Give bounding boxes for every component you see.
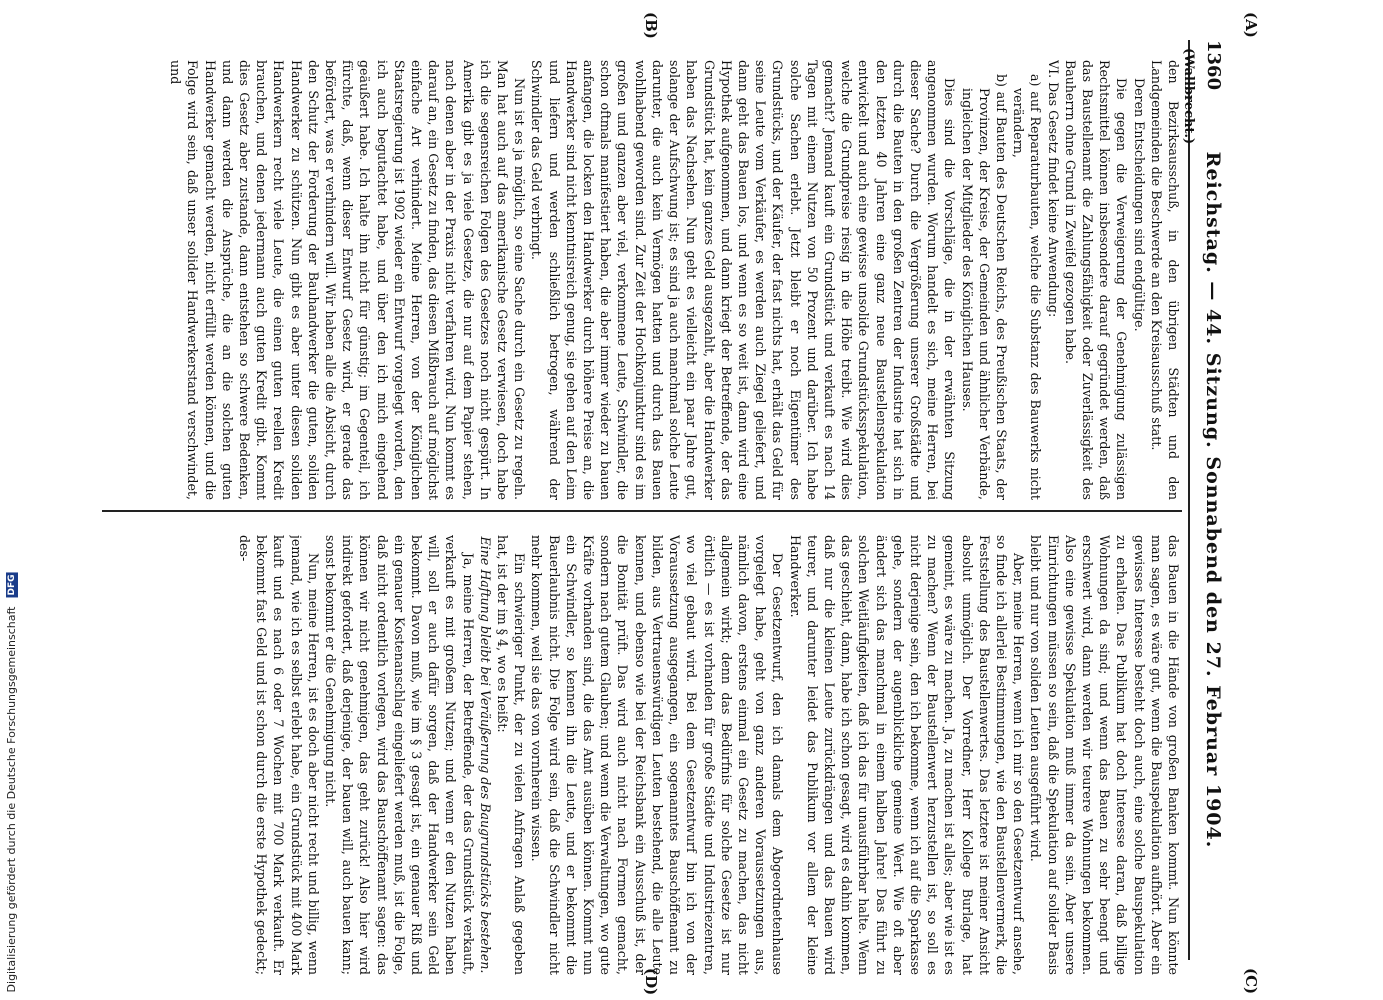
right-column [82,535,1182,975]
page-number: 1360 [1203,40,1224,91]
margin-letter-d: (D) [642,968,660,996]
paragraph: Ein schwieriger Punkt, der zu vielen Anfragen Anlaß gegeben hat, ist der im § 4, wo es heißt: [495,535,528,975]
paragraph: den Bezirksausschuß, in den übrigen Städten und den Landgemeinden die Beschwerde an den Kreisausschuß statt. [1148,60,1181,500]
margin-letter-a: (A) [1242,12,1260,38]
paragraph: Nun ist es ja möglich, so eine Sache durch ein Gesetz zu regeln. Man hat auch auf das amerikanische Gesetz verwiesen, doch habe ich die segensreichen Folgen des Gesetzes noch nicht gespürt. In Amerika gibt es ja viele Gesetze, die nur auf dem Papier stehen, nach denen aber in der Praxis nicht verfahren wird. Nun kommt es darauf an, ein Gesetz zu finden, das diesen Mißbrauch auf möglichst einfache Art verhindert. Meine Herren, von der Königlichen Staatsregierung ist 1902 wieder ein Entwurf vorgelegt worden, den ich auch begutachtet habe, und über den ich mich eingehend geäußert habe. Ich halte ihn nicht für günstig; im Gegenteil, ich fürchte, daß, wenn dieser Entwurf Gesetz wird, er gerade das befördert, was er verhindern will. Wir haben alle die Absicht, durch den Schutz der Forderung der Bauhandwerker die guten, soliden Handwerker zu schützen. Nun gibt es aber unter diesen soliden Handwerkern recht viele Leute, die einen guten reellen Kredit brauchen, und denen jedermann auch guten Kredit gibt. Kommt dies Gesetz aber zustande, dann entstehen so schwere Bedenken, und dann werden die Ansprüche, die an die solchen guten Handwerker gemacht werden, nicht erfüllt werden können, und die Folge wird sein, daß unser solider Handwerkerstand verschwindet, und [168,60,528,500]
dfg-logo: DFG [7,573,17,595]
margin-letter-b: (B) [642,12,660,39]
speaker-label: (Wallbrecht.) [1181,48,1196,145]
page-title: Reichstag. — 44. Sitzung. Sonnabend den 27. Februar 1904. [1202,151,1224,849]
digitization-credit [5,572,18,992]
list-item: a) auf Reparaturbauten, welche die Substanz des Bauwerks nicht verändern, [1011,74,1044,500]
left-column [82,60,1182,500]
list-item: b) auf Bauten des Deutschen Reichs, des Preußischen Staats, der Provinzen, der Kreise, der Gemeinden und ähnlicher Verbände, ingleichen der Mitglieder des Königlichen Hauses. [959,74,1009,500]
paragraph: Nun, meine Herren, ist es doch aber nicht recht und billig, wenn jemand, wie ich es selbst erlebt habe, ein Grundstück mit 400 Mark kauft und es nach 6 oder 7 Wochen mit 700 Mark verkauft. Er bekommt fast Geld und ist schon durch die erste Hypothek gedeckt; des- [237,535,321,975]
paragraph: Der Gesetzentwurf, den ich damals dem Abgeordnetenhause vorgelegt habe, geht von ganz anderen Voraussetzungen aus, nämlich davon, erstens einmal ein Gesetz zu machen, das nicht allgemein wirkt; denn das Bedürfnis für solche Gesetze ist nur örtlich — es ist vorhanden für große Städte und Industriezentren, wo viel gebaut wird. Bei dem Gesetzentwurf bin ich von der Voraussetzung ausgegangen, ein sogenanntes Bauschöffenamt zu bilden, aus Vertrauenswürdigen Leuten bestehend, die alle Leute kennen, und ebenso wie bei der Reichsbank ein Ausschuß ist, der die Bonität prüft. Das wird auch nicht nach Formen gemacht, sondern nach gutem Glauben; und wenn die Verwaltungen, wo gute Kräfte vorhanden sind, die das Amt ausüben können. Kommt nun ein Schwindler, so kennen ihn die Leute, und er bekommt die Bauerlaubnis nicht. Die Folge wird sein, daß die Schwindler nicht mehr kommen, weil sie das von vornherein wissen. [529,535,786,975]
paragraph: Ja, meine Herren, der Betreffende, der das Grundstück verkauft, verkauft es mit großem Nutzen; und wenn er den Nutzen haben will, soll er auch dafür sorgen, daß der Handwerker sein Geld bekommt. Davon muß, wie im § 3 gesagt ist, ein genauer Riß und ein genauer Kostenanschlag eingeliefert werden muß, ist die Folge, daß nicht ordentlich vorlegen, wird das Bauschöffenamt sagen: das können wir nicht genehmigen, das geht zurück! Also hier wird indirekt gefordert, daß derjenige, der bauen will, auch bauen kann; sonst bekommt er die Genehmigung nicht. [323,535,476,975]
paragraph: Deren Entscheidungen sind endgültige. [1131,78,1147,332]
page-header [1181,40,1230,960]
quotation: Eine Haftung bleibt bei Veräußerung des Baugrundstücks bestehen. [477,536,493,974]
paragraph: Die gegen die Verweigerung der Genehmigung zulässigen Rechtsmittel können insbesondere darauf gegründet werden, daß das Baustellenamt die Zahlungsfähigkeit oder Zuverlässigkeit des Bauherrn ohne Grund in Zweifel gezogen habe. [1062,60,1130,500]
paragraph: VI. Das Gesetz findet keine Anwendung: [1045,60,1061,318]
credit-text: Digitalisierung gefördert durch die Deutsche Forschungsgemeinschaft [5,606,18,992]
paragraph: Aber, meine Herren, wenn ich mir so den Gesetzentwurf ansehe, so finde ich allerlei Bestimmungen, wie den Baustellenvermerk, die Feststellung des Baustellenwertes. Das letztere ist meiner Ansicht absolut unmöglich. Der Vorredner, Herr Kollege Burlage, hat gemeint, es wäre zu machen. Ja, zu machen ist alles; aber wie ist es zu machen? Wenn der Baustellenwert herzustellen ist, so soll es nicht derjenige sein, den ich bekomme, wenn ich auf die Sparkasse gehe, sondern der augenblickliche gemeine Wert. Wie oft aber ändert sich das manchmal in einem halben Jahre! Das führt zu solchen Weitläufigkeiten, daß ich das für unausführbar halte. Wenn das geschieht, dann, habe ich schon gesagt, wird es dahin kommen, daß nur die kleinen Leute zurückdrängen und das Bauen wird teurer, und darunter leidet das Publikum vor allem der kleine Handwerker. [787,535,1027,975]
paragraph: das Bauen in die Hände von großen Banken kommt. Nun könnte man sagen, es wäre gut, wenn die Bauspekulation aufhört. Aber ein gewisses Interesse besteht doch auch, eine solche Bauspekulation zu erhalten. Das Publikum hat doch Interesse daran, daß billige Wohnungen da sind; und wenn das Bauen zu sehr beengt und erschwert wird, dann werden wir teurere Wohnungen bekommen. Also eine gewisse Spekulation muß immer da sein. Aber unsere Einrichtungen müssen so sein, daß die Spekulation auf solider Basis bleibt und nur von soliden Leuten ausgeführt wird. [1028,535,1181,975]
paragraph: Dies sind die Vorschläge, die in der erwähnten Sitzung angenommen wurden. Worum handelt es sich, meine Herren, bei dieser Sache? Durch die Vergrößerung unserer Großstädte und durch die Bauten in den großen Zentren der Industrie hat sich in den letzten 40 Jahren eine ganz neue Baustellenspekulation entwickelt und auch eine gewisse unsolide Grundstücksspekulation, welche die Grundpreise riesig in die Höhe treibt. Wie wird dies gemacht? Jemand kauft ein Grundstück und verkauft es nach 14 Tagen mit einem Nutzen von 50 Prozent und darüber. Ich habe solche Sachen erlebt. Jetzt bleibt er noch Eigentümer des Grundstücks, und der Käufer, der fast nichts hat, erhält das Geld für seine Leute vom Verkäufer, es werden auch Ziegel geliefert, und dann geht das Bauen los, und wenn es so weit ist, dann wird eine Hypothek aufgenommen, und dann kriegt der Betreffende, der das Grundstück hat, kein ganzes Geld ausgezahlt, aber die Handwerker haben das Nachsehen. Nun geht es vielleicht ein paar Jahre gut, solange der Aufschwung ist; es sind ja auch manchmal solche Leute darunter, die auch kein Vermögen hatten und durch das Bauen wohlhabend geworden sind. Zur Zeit der Hochkonjunktur sind es im großen und ganzen aber viel, verkommene Leute, Schwindler, die schon oftmals manifestiert haben, die aber immer wieder zu bauen anfangen, die locken den Handwerker durch höhere Preise an, die Handwerker sind nicht kenntnisreich genug, sie gehen auf den Leim und liefern und werden schließlich betrogen, während der Schwindler das Geld verbringt. [529,60,958,500]
column-divider [102,510,1182,512]
margin-letter-c: (C) [1242,968,1260,995]
